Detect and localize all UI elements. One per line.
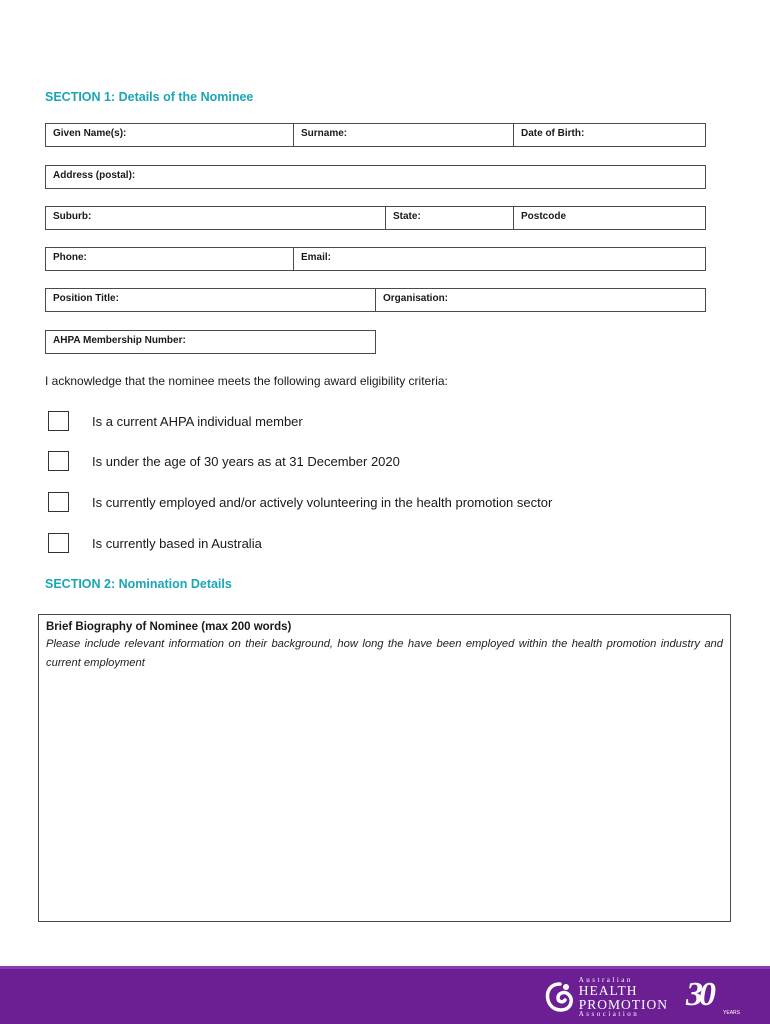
anniversary-caption: YEARS: [723, 1009, 740, 1016]
postcode-label: Postcode: [521, 211, 567, 222]
membership-number-label: AHPA Membership Number:: [53, 335, 186, 346]
employed-checkbox[interactable]: [48, 492, 69, 512]
ahpa-wordmark: [579, 977, 668, 1018]
email-label: Email:: [301, 252, 332, 263]
section-1-heading: SECTION 1: Details of the Nominee: [45, 90, 254, 104]
phone-field[interactable]: [46, 248, 294, 270]
ahpa-logo: [544, 977, 668, 1018]
position-title-field[interactable]: [46, 289, 376, 311]
given-names-field[interactable]: [46, 124, 294, 146]
eligibility-intro: I acknowledge that the nominee meets the following award eligibility criteria:: [45, 374, 448, 388]
date-of-birth-label: Date of Birth:: [521, 128, 585, 139]
australia-checkbox[interactable]: [48, 533, 69, 553]
footer-logos: [544, 977, 740, 1018]
criteria-label: Is currently employed and/or actively volunteering in the health promotion sector: [92, 494, 553, 510]
criteria-label: Is currently based in Australia: [92, 535, 262, 551]
criteria-item-australia: [48, 532, 262, 554]
position-title-label: Position Title:: [53, 293, 119, 304]
date-of-birth-field[interactable]: [514, 124, 705, 146]
logo-line1-text: HEALTH: [578, 983, 638, 998]
name-row: [45, 123, 706, 147]
anniversary-number: 30: [686, 975, 712, 1013]
biography-textarea[interactable]: [45, 681, 724, 915]
section-2-heading: SECTION 2: Nomination Details: [45, 577, 232, 591]
position-row: [45, 288, 706, 312]
state-field[interactable]: [386, 207, 514, 229]
given-names-label: Given Name(s):: [53, 128, 127, 139]
criteria-item-employed: [48, 491, 552, 513]
membership-row: [45, 330, 376, 354]
suburb-row: [45, 206, 706, 230]
suburb-label: Suburb:: [53, 211, 92, 222]
contact-row: [45, 247, 706, 271]
postcode-field[interactable]: [514, 207, 705, 229]
member-checkbox[interactable]: [48, 411, 69, 431]
phone-label: Phone:: [53, 252, 87, 263]
logo-line2-text: PROMOTION: [578, 996, 668, 1012]
address-row: [45, 165, 706, 189]
logo-bottom-text: Association: [578, 1010, 640, 1018]
logo-top-text: Australian: [578, 976, 633, 984]
organisation-label: Organisation:: [383, 293, 449, 304]
anniversary-logo: [684, 975, 740, 1018]
swirl-icon: [544, 981, 576, 1015]
biography-hint: Please include relevant information on their background, how long the have been employed within the health promotion industry and current employment: [46, 638, 723, 669]
criteria-label: Is a current AHPA individual member: [92, 413, 303, 429]
state-label: State:: [393, 211, 421, 222]
suburb-field[interactable]: [46, 207, 386, 229]
footer-band: [0, 966, 770, 1024]
surname-label: Surname:: [301, 128, 348, 139]
biography-box: [38, 614, 731, 922]
address-label: Address (postal):: [53, 170, 136, 181]
criteria-item-age: [48, 450, 400, 472]
age-checkbox[interactable]: [48, 451, 69, 471]
address-field[interactable]: [46, 166, 705, 188]
criteria-label: Is under the age of 30 years as at 31 December 2020: [92, 453, 400, 469]
membership-number-field[interactable]: [46, 331, 375, 353]
biography-title: Brief Biography of Nominee (max 200 words): [46, 621, 292, 633]
criteria-item-member: [48, 410, 303, 432]
email-field[interactable]: [294, 248, 705, 270]
surname-field[interactable]: [294, 124, 514, 146]
organisation-field[interactable]: [376, 289, 705, 311]
